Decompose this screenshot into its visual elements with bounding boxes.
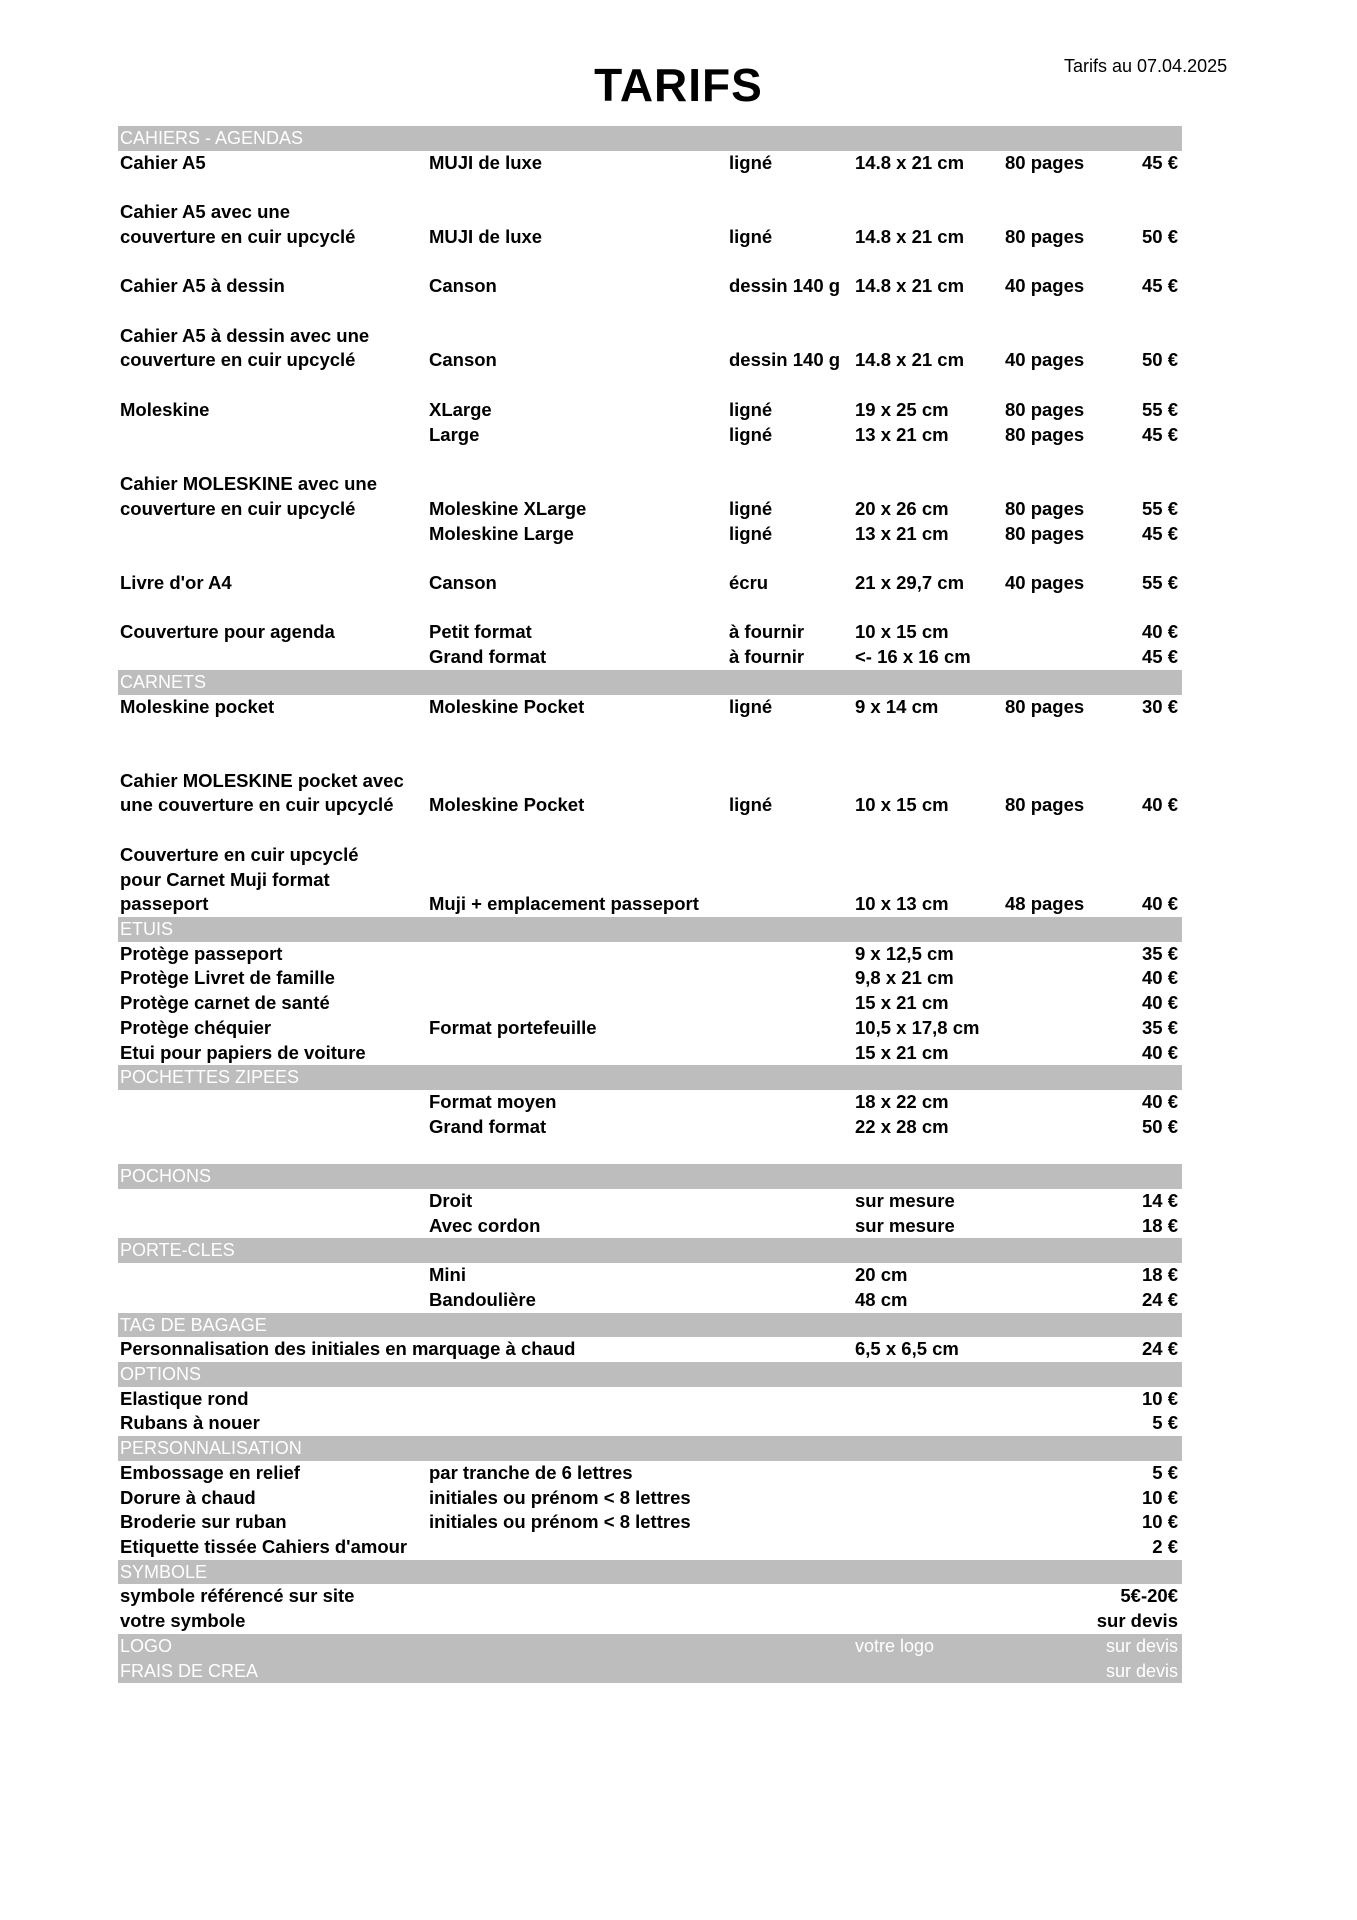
item-price: 35 € [1141, 942, 1178, 964]
section-header [118, 1560, 1182, 1585]
item-name: votre symbole [120, 1610, 246, 1632]
item-name: Cahier A5 avec une [120, 201, 291, 223]
item-price: 5 € [1152, 1461, 1178, 1483]
price-row [118, 769, 1182, 794]
section-header [118, 1634, 1182, 1659]
price-row [118, 868, 1182, 893]
item-name: Elastique rond [120, 1387, 249, 1409]
item-price: 50 € [1141, 225, 1178, 247]
spacer-row [118, 299, 1182, 324]
item-model: Avec cordon [429, 1214, 541, 1236]
item-price: 45 € [1141, 275, 1178, 297]
price-row [118, 843, 1182, 868]
spacer-row [118, 744, 1182, 769]
item-model: MUJI de luxe [429, 151, 543, 173]
price-row [118, 1584, 1182, 1609]
item-pages: 40 pages [1005, 349, 1085, 371]
item-type: ligné [729, 695, 773, 717]
item-size: 10 x 13 cm [855, 893, 949, 915]
item-name: Personnalisation des initiales en marquage à chaud [120, 1338, 576, 1360]
item-price: sur devis [1105, 1660, 1178, 1681]
item-price: 40 € [1141, 1041, 1178, 1063]
item-size: 13 x 21 cm [855, 522, 949, 544]
item-size: votre logo [855, 1635, 935, 1656]
item-name: Cahier MOLESKINE pocket avec [120, 769, 404, 791]
section-title: SYMBOLE [120, 1561, 208, 1582]
item-size: sur mesure [855, 1214, 955, 1236]
item-size: 19 x 25 cm [855, 398, 949, 420]
item-name: Protège passeport [120, 942, 283, 964]
item-pages: 80 pages [1005, 497, 1085, 519]
price-row [118, 1288, 1182, 1313]
item-model: Format portefeuille [429, 1016, 597, 1038]
item-type: dessin 140 g [729, 349, 841, 371]
item-type: écru [729, 571, 769, 593]
item-model: Canson [429, 275, 497, 297]
price-row [118, 1510, 1182, 1535]
item-size: 6,5 x 6,5 cm [855, 1338, 959, 1360]
item-type: ligné [729, 794, 773, 816]
item-model: initiales ou prénom < 8 lettres [429, 1486, 691, 1508]
item-model: Moleskine Large [429, 522, 574, 544]
price-row [118, 991, 1182, 1016]
spacer-row [118, 596, 1182, 621]
item-name: Moleskine [120, 398, 210, 420]
item-size: 20 cm [855, 1264, 908, 1286]
item-price: 40 € [1141, 794, 1178, 816]
price-row [118, 645, 1182, 670]
item-name: couverture en cuir upcyclé [120, 497, 356, 519]
price-row [118, 1461, 1182, 1486]
section-header [118, 670, 1182, 695]
price-row [118, 695, 1182, 720]
section-title: CAHIERS - AGENDAS [120, 128, 304, 148]
price-row [118, 423, 1182, 448]
section-title: PORTE-CLES [120, 1240, 235, 1261]
item-model: Grand format [429, 646, 547, 668]
price-row [118, 1115, 1182, 1140]
price-row [118, 966, 1182, 991]
item-price: 5€-20€ [1120, 1585, 1178, 1607]
item-price: 55 € [1141, 497, 1178, 519]
section-header [118, 1436, 1182, 1461]
item-type: à fournir [729, 621, 805, 643]
section-title: FRAIS DE CREA [120, 1660, 259, 1681]
item-price: 45 € [1141, 646, 1178, 668]
item-price: 45 € [1141, 423, 1178, 445]
price-row [118, 151, 1182, 176]
item-price: 40 € [1141, 967, 1178, 989]
price-row [118, 225, 1182, 250]
item-model: MUJI de luxe [429, 225, 543, 247]
item-name: Dorure à chaud [120, 1486, 256, 1508]
item-model: Mini [429, 1264, 466, 1286]
item-pages: 40 pages [1005, 275, 1085, 297]
item-name: Protège chéquier [120, 1016, 272, 1038]
price-row [118, 620, 1182, 645]
item-price: 24 € [1141, 1288, 1178, 1310]
section-title: POCHETTES ZIPEES [120, 1067, 300, 1088]
item-type: à fournir [729, 646, 805, 668]
spacer-row [118, 1139, 1182, 1164]
item-price: 24 € [1141, 1338, 1178, 1360]
item-size: <- 16 x 16 cm [855, 646, 971, 668]
section-header [118, 917, 1182, 942]
item-price: 55 € [1141, 571, 1178, 593]
item-price: 30 € [1141, 695, 1178, 717]
item-name: une couverture en cuir upcyclé [120, 794, 394, 816]
price-row [118, 497, 1182, 522]
section-header [118, 1238, 1182, 1263]
item-size: 14.8 x 21 cm [855, 151, 965, 173]
item-price: 10 € [1141, 1387, 1178, 1409]
item-size: 18 x 22 cm [855, 1091, 949, 1113]
tariff-date: Tarifs au 07.04.2025 [1064, 56, 1228, 76]
spacer-row [118, 175, 1182, 200]
item-price: sur devis [1105, 1635, 1178, 1656]
item-price: 5 € [1152, 1412, 1178, 1434]
item-type: ligné [729, 497, 773, 519]
price-row [118, 1263, 1182, 1288]
item-price: 40 € [1141, 992, 1178, 1014]
section-title: PERSONNALISATION [120, 1438, 302, 1459]
item-size: 10,5 x 17,8 cm [855, 1016, 980, 1038]
item-name: Broderie sur ruban [120, 1511, 287, 1533]
section-header [118, 126, 1182, 151]
item-name: couverture en cuir upcyclé [120, 349, 356, 371]
item-name: Cahier A5 [120, 151, 206, 173]
item-price: 10 € [1141, 1511, 1178, 1533]
item-model: Moleskine Pocket [429, 794, 585, 816]
item-name: symbole référencé sur site [120, 1585, 355, 1607]
item-price: 50 € [1141, 349, 1178, 371]
price-row [118, 1535, 1182, 1560]
item-size: 10 x 15 cm [855, 621, 949, 643]
price-row [118, 1337, 1182, 1362]
price-row [118, 1016, 1182, 1041]
item-name: passeport [120, 893, 209, 915]
item-pages: 80 pages [1005, 151, 1085, 173]
item-size: 21 x 29,7 cm [855, 571, 965, 593]
price-row [118, 1486, 1182, 1511]
item-size: 10 x 15 cm [855, 794, 949, 816]
price-row [118, 892, 1182, 917]
item-pages: 80 pages [1005, 522, 1085, 544]
spacer-row [118, 719, 1182, 744]
item-pages: 80 pages [1005, 695, 1085, 717]
item-price: 55 € [1141, 398, 1178, 420]
item-price: 10 € [1141, 1486, 1178, 1508]
item-name: Cahier A5 à dessin avec une [120, 324, 370, 346]
item-name: Couverture en cuir upcyclé [120, 843, 359, 865]
item-name: pour Carnet Muji format [120, 868, 330, 890]
item-model: Grand format [429, 1115, 547, 1137]
item-price: 2 € [1152, 1535, 1178, 1557]
item-size: 14.8 x 21 cm [855, 225, 965, 247]
item-size: 9 x 14 cm [855, 695, 939, 717]
item-model: Muji + emplacement passeport [429, 893, 699, 915]
item-price: 35 € [1141, 1016, 1178, 1038]
item-type: dessin 140 g [729, 275, 841, 297]
price-row [118, 324, 1182, 349]
item-price: 45 € [1141, 522, 1178, 544]
price-row [118, 1041, 1182, 1066]
item-name: Moleskine pocket [120, 695, 275, 717]
item-size: 20 x 26 cm [855, 497, 949, 519]
price-row [118, 348, 1182, 373]
item-model: Moleskine Pocket [429, 695, 585, 717]
item-size: 9,8 x 21 cm [855, 967, 954, 989]
item-model: par tranche de 6 lettres [429, 1461, 633, 1483]
price-row [118, 1609, 1182, 1634]
item-name: Protège Livret de famille [120, 967, 335, 989]
item-pages: 80 pages [1005, 225, 1085, 247]
item-model: Format moyen [429, 1091, 557, 1113]
section-title: ETUIS [120, 919, 174, 939]
item-size: 48 cm [855, 1288, 908, 1310]
item-name: Cahier MOLESKINE avec une [120, 473, 378, 495]
item-name: Etui pour papiers de voiture [120, 1041, 366, 1063]
item-size: 15 x 21 cm [855, 992, 949, 1014]
section-header [118, 1362, 1182, 1387]
item-model: Moleskine XLarge [429, 497, 587, 519]
item-price: sur devis [1096, 1610, 1178, 1632]
spacer-row [118, 818, 1182, 843]
item-model: Bandoulière [429, 1288, 536, 1310]
item-model: Canson [429, 571, 497, 593]
item-price: 45 € [1141, 151, 1178, 173]
item-model: Canson [429, 349, 497, 371]
price-row [118, 1411, 1182, 1436]
item-pages: 80 pages [1005, 423, 1085, 445]
page-title: TARIFS [594, 59, 763, 111]
item-name: Rubans à nouer [120, 1412, 260, 1434]
section-title: OPTIONS [120, 1363, 202, 1384]
item-pages: 48 pages [1005, 893, 1085, 915]
item-price: 50 € [1141, 1115, 1178, 1137]
price-row [118, 398, 1182, 423]
item-price: 18 € [1141, 1214, 1178, 1236]
price-table [118, 126, 1182, 1683]
price-row [118, 522, 1182, 547]
item-type: ligné [729, 522, 773, 544]
price-row [118, 942, 1182, 967]
item-size: sur mesure [855, 1189, 955, 1211]
item-pages: 80 pages [1005, 794, 1085, 816]
item-size: 14.8 x 21 cm [855, 275, 965, 297]
item-type: ligné [729, 151, 773, 173]
item-price: 40 € [1141, 1091, 1178, 1113]
item-price: 18 € [1141, 1264, 1178, 1286]
item-size: 14.8 x 21 cm [855, 349, 965, 371]
item-size: 9 x 12,5 cm [855, 942, 954, 964]
price-row [118, 1387, 1182, 1412]
price-row [118, 200, 1182, 225]
section-header [118, 1164, 1182, 1189]
spacer-row [118, 447, 1182, 472]
item-model: XLarge [429, 398, 492, 420]
item-price: 40 € [1141, 893, 1178, 915]
item-name: Etiquette tissée Cahiers d'amour [120, 1535, 408, 1557]
item-name: Livre d'or A4 [120, 571, 232, 593]
item-name: Protège carnet de santé [120, 992, 330, 1014]
spacer-row [118, 250, 1182, 275]
item-pages: 80 pages [1005, 398, 1085, 420]
spacer-row [118, 546, 1182, 571]
item-type: ligné [729, 225, 773, 247]
item-model: Petit format [429, 621, 532, 643]
price-row [118, 472, 1182, 497]
item-type: ligné [729, 398, 773, 420]
item-pages: 40 pages [1005, 571, 1085, 593]
section-title: TAG DE BAGAGE [120, 1314, 267, 1335]
item-model: initiales ou prénom < 8 lettres [429, 1511, 691, 1533]
price-row [118, 1214, 1182, 1239]
item-name: Cahier A5 à dessin [120, 275, 285, 297]
price-row [118, 793, 1182, 818]
item-name: couverture en cuir upcyclé [120, 225, 356, 247]
section-title: LOGO [120, 1635, 173, 1656]
item-model: Droit [429, 1189, 473, 1211]
item-type: ligné [729, 423, 773, 445]
section-header [118, 1659, 1182, 1684]
item-model: Large [429, 423, 480, 445]
item-price: 40 € [1141, 621, 1178, 643]
price-row [118, 274, 1182, 299]
spacer-row [118, 373, 1182, 398]
item-name: Couverture pour agenda [120, 621, 335, 643]
section-header [118, 1065, 1182, 1090]
item-price: 14 € [1141, 1189, 1178, 1211]
price-row [118, 1189, 1182, 1214]
price-row [118, 571, 1182, 596]
item-size: 15 x 21 cm [855, 1041, 949, 1063]
item-size: 22 x 28 cm [855, 1115, 949, 1137]
section-title: CARNETS [120, 671, 207, 692]
price-row [118, 1090, 1182, 1115]
section-title: POCHONS [120, 1166, 212, 1187]
item-size: 13 x 21 cm [855, 423, 949, 445]
section-header [118, 1313, 1182, 1338]
item-name: Embossage en relief [120, 1461, 300, 1483]
